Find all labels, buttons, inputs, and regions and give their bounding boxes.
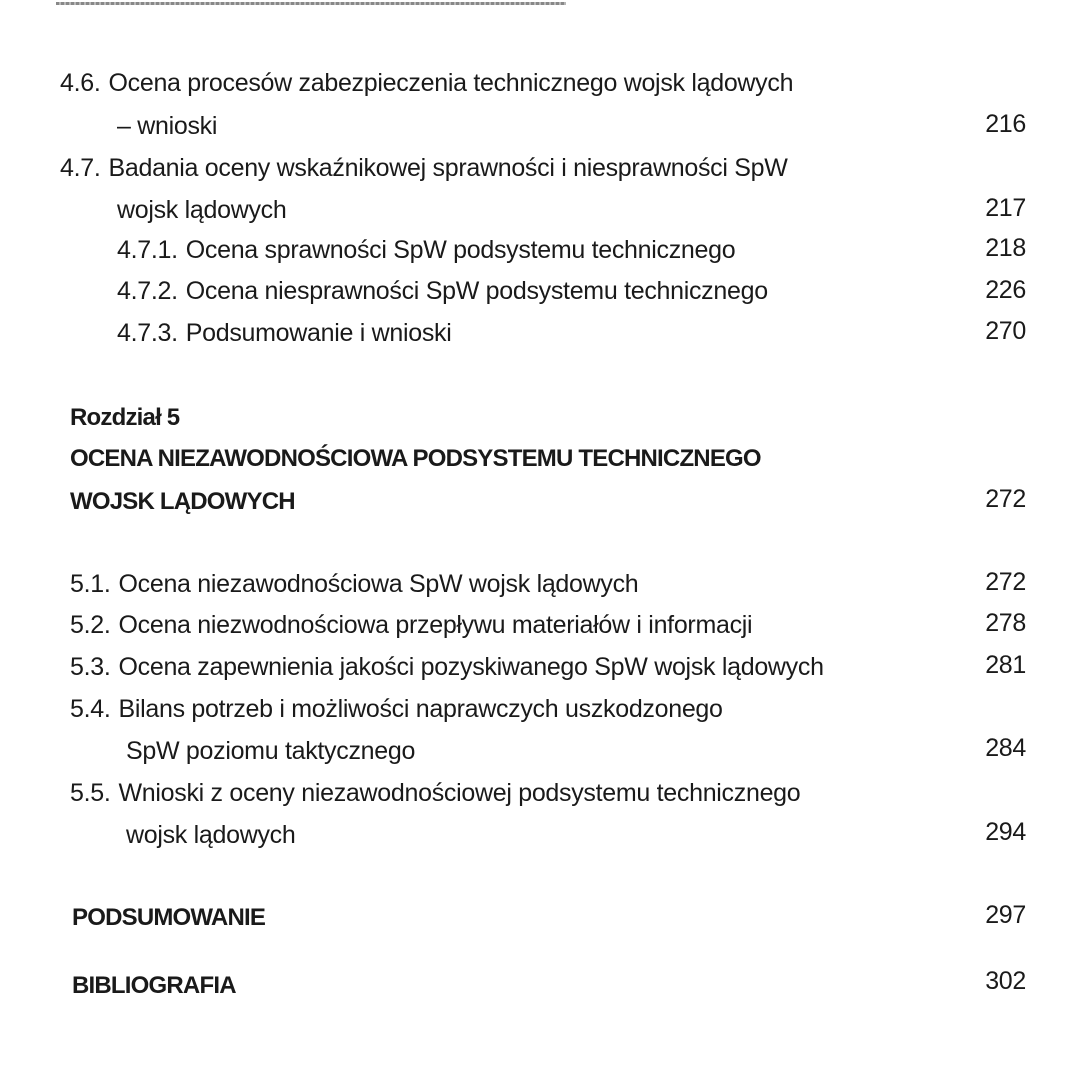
page-number: 270: [985, 317, 1026, 345]
entry-title-cont: wojsk lądowych: [126, 821, 296, 849]
entry-title: Podsumowanie i wnioski: [185, 319, 452, 347]
entry-number: 4.7.1.: [117, 236, 178, 264]
page-number: 216: [985, 110, 1026, 138]
toc-entry-5-3[interactable]: [70, 652, 824, 682]
toc-entry-5-1[interactable]: [70, 569, 638, 599]
toc-entry-4-7-2[interactable]: [117, 276, 768, 306]
chapter-label: Rozdział 5: [70, 404, 180, 431]
entry-title: Bilans potrzeb i możliwości naprawczych uszkodzonego: [118, 695, 723, 723]
entry-number: 5.1.: [70, 570, 111, 598]
toc-entry-4-7[interactable]: [60, 153, 788, 183]
entry-title: Ocena sprawności SpW podsystemu technicznego: [185, 236, 736, 264]
toc-entry-5-4-cont: [126, 736, 415, 766]
entry-title: Ocena procesów zabezpieczenia technicznego wojsk lądowych: [108, 69, 794, 97]
entry-title: Ocena niezawodnościowa SpW wojsk lądowych: [118, 570, 639, 598]
entry-number: 4.7.3.: [117, 319, 178, 347]
page-number: 281: [985, 651, 1026, 679]
entry-title-cont: wojsk lądowych: [117, 196, 287, 224]
entry-number: 5.3.: [70, 653, 111, 681]
entry-title: Badania oceny wskaźnikowej sprawności i niesprawności SpW: [108, 154, 788, 182]
toc-entry-5-5-cont: [126, 820, 295, 850]
entry-number: 4.7.: [60, 154, 101, 182]
toc-entry-4-7-cont: [117, 195, 286, 225]
chapter-title-cont[interactable]: WOJSK LĄDOWYCH: [70, 488, 295, 515]
page-number: 218: [985, 234, 1026, 262]
page-number: 284: [985, 734, 1026, 762]
page-number: 294: [985, 818, 1026, 846]
toc-entry-4-7-1[interactable]: [117, 235, 735, 265]
summary-title[interactable]: PODSUMOWANIE: [72, 904, 266, 931]
top-rule: [56, 2, 566, 5]
entry-title-cont: SpW poziomu taktycznego: [126, 737, 416, 765]
toc-entry-4-6-cont: [117, 111, 217, 141]
page-number: 297: [985, 901, 1026, 929]
entry-number: 5.5.: [70, 779, 111, 807]
entry-title: Ocena niesprawności SpW podsystemu technicznego: [185, 277, 768, 305]
bibliography-title[interactable]: BIBLIOGRAFIA: [72, 972, 236, 999]
entry-number: 4.7.2.: [117, 277, 178, 305]
toc-entry-5-2[interactable]: [70, 610, 752, 640]
page-number: 302: [985, 967, 1026, 995]
entry-number: 5.4.: [70, 695, 111, 723]
page-number: 278: [985, 609, 1026, 637]
entry-title: Ocena niezwodnościowa przepływu materiałów i informacji: [118, 611, 753, 639]
toc-entry-4-6[interactable]: [60, 68, 793, 98]
entry-number: 5.2.: [70, 611, 111, 639]
page-number: 217: [985, 194, 1026, 222]
entry-number: 4.6.: [60, 69, 101, 97]
page-number: 272: [985, 568, 1026, 596]
entry-title: Wnioski z oceny niezawodnościowej podsystemu technicznego: [118, 779, 801, 807]
page-number: 226: [985, 276, 1026, 304]
entry-title-cont: – wnioski: [117, 112, 218, 140]
toc-entry-5-5[interactable]: [70, 778, 800, 808]
toc-entry-5-4[interactable]: [70, 694, 723, 724]
chapter-title[interactable]: OCENA NIEZAWODNOŚCIOWA PODSYSTEMU TECHNICZNEGO: [70, 445, 761, 472]
entry-title: Ocena zapewnienia jakości pozyskiwanego SpW wojsk lądowych: [118, 653, 824, 681]
toc-entry-4-7-3[interactable]: [117, 318, 452, 348]
page-number: 272: [985, 485, 1026, 513]
